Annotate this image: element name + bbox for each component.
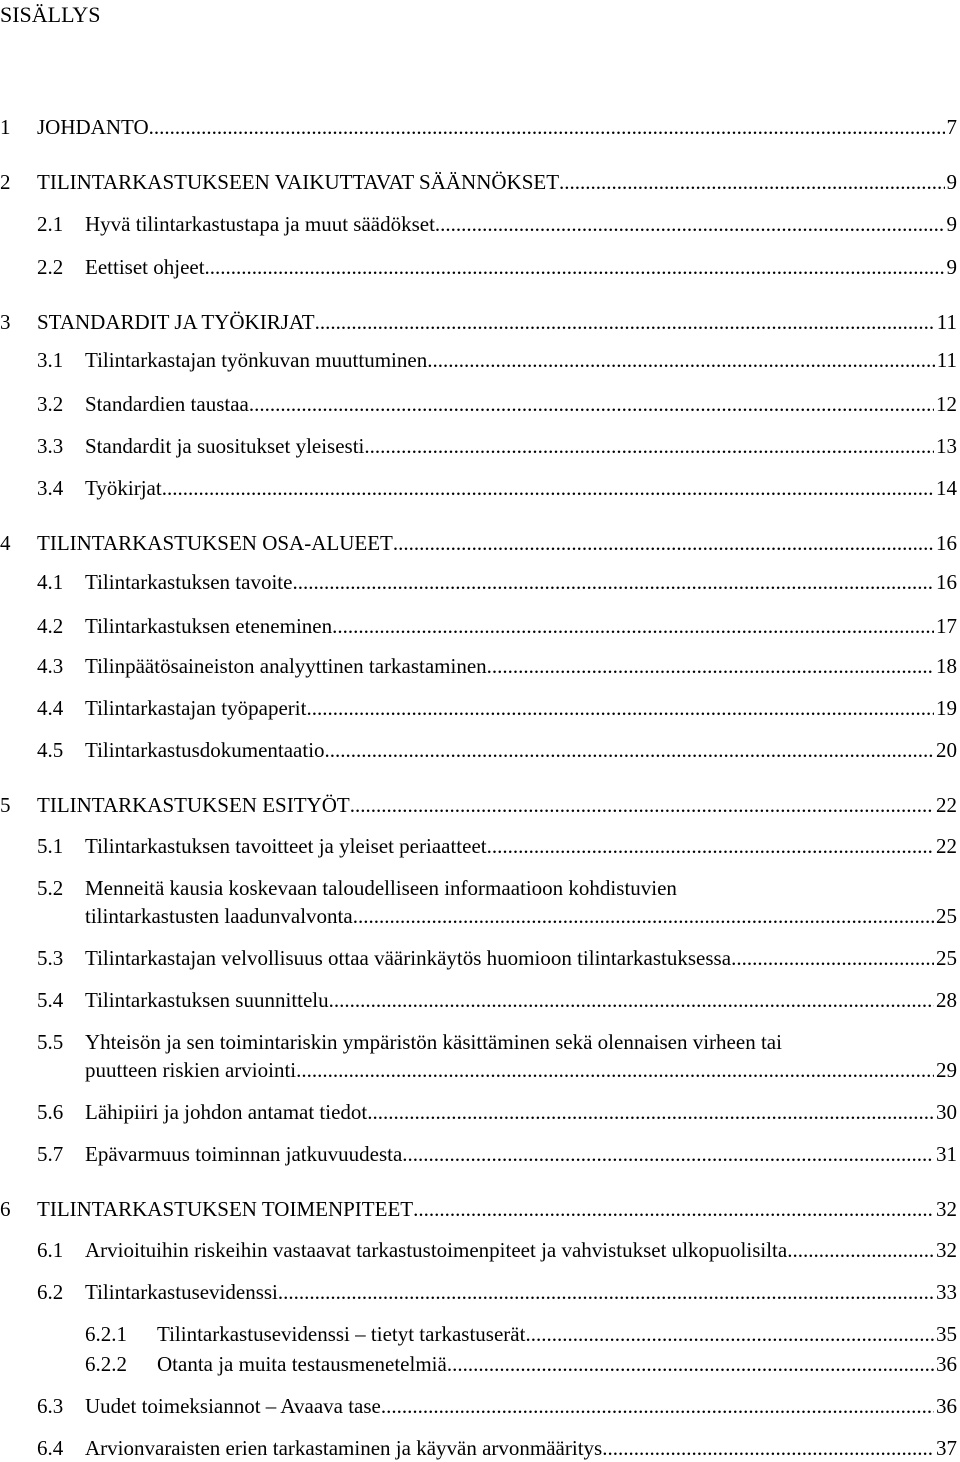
page-title: SISÄLLYS <box>0 2 101 27</box>
toc-entry-number: 3.2 <box>37 392 64 416</box>
dot-leader <box>381 1392 934 1420</box>
toc-entry-page: 11 <box>936 310 957 334</box>
toc-entry-page: 25 <box>936 946 957 970</box>
dot-leader <box>325 736 934 764</box>
toc-entry-number: 3.4 <box>37 476 64 500</box>
toc-entry-number: 6.2 <box>37 1280 64 1304</box>
dot-leader <box>487 832 934 860</box>
dot-leader <box>332 612 934 640</box>
toc-entry-page: 9 <box>946 170 957 194</box>
toc-entry-number: 2.1 <box>37 212 64 236</box>
toc-entry-page: 36 <box>936 1352 957 1376</box>
dot-leader <box>525 1320 934 1348</box>
toc-entry-title: Hyvä tilintarkastustapa ja muut säädökset <box>85 212 435 236</box>
toc-entry-title: TILINTARKASTUKSEEN VAIKUTTAVAT SÄÄNNÖKSET <box>37 170 560 194</box>
toc-entry-number: 5.1 <box>37 834 64 858</box>
toc-entry-number: 6.2.1 <box>85 1322 127 1346</box>
toc-entry-page: 22 <box>936 793 957 817</box>
toc-entry-title: TILINTARKASTUKSEN ESITYÖT <box>37 793 350 817</box>
toc-entry-title: Standardien taustaa <box>85 392 249 416</box>
dot-leader <box>487 652 934 680</box>
toc-entry-number: 4 <box>0 531 11 555</box>
toc-entry-number: 4.5 <box>37 738 64 762</box>
toc-entry-title: Epävarmuus toiminnan jatkuvuudesta <box>85 1142 403 1166</box>
toc-entry-number: 6.1 <box>37 1238 64 1262</box>
toc-entry-page: 16 <box>936 531 957 555</box>
dot-leader <box>364 432 934 460</box>
toc-entry-page: 9 <box>946 255 957 279</box>
toc-entry-page: 25 <box>936 904 957 928</box>
toc-entry-number: 5.6 <box>37 1100 64 1124</box>
dot-leader <box>731 944 934 972</box>
toc-entry-title: Arvionvaraisten erien tarkastaminen ja käyvän arvonmääritys <box>85 1436 603 1460</box>
toc-entry-title: tilintarkastusten laadunvalvonta <box>85 904 353 928</box>
toc-entry-page: 30 <box>936 1100 957 1124</box>
toc-entry-page: 29 <box>936 1058 957 1082</box>
toc-entry-number: 1 <box>0 115 11 139</box>
toc-entry-title: Arvioituihin riskeihin vastaavat tarkastustoimenpiteet ja vahvistukset ulkopuolisilta <box>85 1238 788 1262</box>
dot-leader <box>306 694 934 722</box>
toc-entry-number: 6.2.2 <box>85 1352 127 1376</box>
dot-leader <box>602 1434 934 1462</box>
dot-leader <box>292 568 934 596</box>
toc-entry-page: 36 <box>936 1394 957 1418</box>
dot-leader <box>367 1098 934 1126</box>
toc-entry-number: 6.4 <box>37 1436 64 1460</box>
toc-entry-title: Tilintarkastusdokumentaatio <box>85 738 325 762</box>
toc-entry-title: Tilintarkastajan työnkuvan muuttuminen <box>85 348 428 372</box>
toc-entry-number: 5.7 <box>37 1142 64 1166</box>
dot-leader <box>402 1140 934 1168</box>
dot-leader <box>149 113 945 141</box>
dot-leader <box>205 253 945 281</box>
toc-entry-title: Tilintarkastusevidenssi – tietyt tarkastuserät <box>157 1322 526 1346</box>
toc-entry-page: 28 <box>936 988 957 1012</box>
toc-entry-number: 3.3 <box>37 434 64 458</box>
dot-leader <box>435 210 945 238</box>
toc-entry-title: Työkirjat <box>85 476 162 500</box>
toc-entry-title: JOHDANTO <box>37 115 149 139</box>
toc-entry-page: 19 <box>936 696 957 720</box>
toc-entry-number: 2.2 <box>37 255 64 279</box>
dot-leader <box>329 986 934 1014</box>
dot-leader <box>162 474 934 502</box>
toc-entry-number: 4.1 <box>37 570 64 594</box>
toc-entry-title: Tilintarkastuksen suunnittelu <box>85 988 329 1012</box>
toc-entry-title: Tilintarkastuksen tavoitteet ja yleiset periaatteet <box>85 834 487 858</box>
toc-entry-page: 18 <box>936 654 957 678</box>
toc-entry-title: Tilintarkastajan velvollisuus ottaa väärinkäytös huomioon tilintarkastuksessa <box>85 946 732 970</box>
toc-entry-page: 7 <box>946 115 957 139</box>
toc-entry-title: Tilintarkastusevidenssi <box>85 1280 278 1304</box>
toc-entry-number: 5.2 <box>37 876 64 900</box>
toc-entry-title: Tilintarkastuksen tavoite <box>85 570 293 594</box>
toc-entry-page: 37 <box>936 1436 957 1460</box>
toc-entry-page: 35 <box>936 1322 957 1346</box>
dot-leader <box>249 390 934 418</box>
toc-entry-title: Tilinpäätösaineiston analyyttinen tarkastaminen <box>85 654 487 678</box>
toc-entry-page: 17 <box>936 614 957 638</box>
toc-entry-page: 11 <box>936 348 957 372</box>
toc-entry-page: 12 <box>936 392 957 416</box>
dot-leader <box>559 168 944 196</box>
toc-entry-page: 13 <box>936 434 957 458</box>
toc-entry-number: 5.5 <box>37 1030 64 1054</box>
dot-leader <box>413 1195 934 1223</box>
toc-entry-number: 6.3 <box>37 1394 64 1418</box>
toc-entry-title: Otanta ja muita testausmenetelmiä <box>157 1352 447 1376</box>
toc-entry-title: TILINTARKASTUKSEN TOIMENPITEET <box>37 1197 414 1221</box>
toc-entry-number: 3.1 <box>37 348 64 372</box>
toc-entry-title: Eettiset ohjeet <box>85 255 205 279</box>
dot-leader <box>278 1278 934 1306</box>
toc-entry-number: 4.4 <box>37 696 64 720</box>
dot-leader <box>393 529 934 557</box>
toc-entry-number: 3 <box>0 310 11 334</box>
toc-entry-number: 4.3 <box>37 654 64 678</box>
toc-entry-page: 31 <box>936 1142 957 1166</box>
toc-entry-title: Standardit ja suositukset yleisesti <box>85 434 365 458</box>
toc-entry-number: 5 <box>0 793 11 817</box>
dot-leader <box>787 1236 934 1264</box>
dot-leader <box>350 791 934 819</box>
toc-entry-number: 5.4 <box>37 988 64 1012</box>
toc-entry-page: 9 <box>946 212 957 236</box>
toc-entry-title: STANDARDIT JA TYÖKIRJAT <box>37 310 315 334</box>
toc-entry-title: TILINTARKASTUKSEN OSA-ALUEET <box>37 531 393 555</box>
toc-entry-title: Lähipiiri ja johdon antamat tiedot <box>85 1100 368 1124</box>
dot-leader <box>315 308 935 336</box>
toc-entry-title-first-line: Yhteisön ja sen toimintariskin ympäristön käsittäminen sekä olennaisen virheen tai <box>85 1030 782 1054</box>
toc-entry-title-first-line: Menneitä kausia koskevaan taloudelliseen informaatioon kohdistuvien <box>85 876 677 900</box>
toc-entry-page: 32 <box>936 1197 957 1221</box>
toc-entry-page: 14 <box>936 476 957 500</box>
dot-leader <box>353 902 934 930</box>
dot-leader <box>427 346 935 374</box>
toc-entry-title: puutteen riskien arviointi <box>85 1058 297 1082</box>
toc-entry-page: 33 <box>936 1280 957 1304</box>
toc-entry-page: 32 <box>936 1238 957 1262</box>
toc-entry-number: 4.2 <box>37 614 64 638</box>
toc-entry-page: 22 <box>936 834 957 858</box>
dot-leader <box>296 1056 934 1084</box>
toc-entry-number: 5.3 <box>37 946 64 970</box>
toc-entry-page: 20 <box>936 738 957 762</box>
toc-entry-number: 6 <box>0 1197 11 1221</box>
toc-entry-page: 16 <box>936 570 957 594</box>
toc-entry-title: Uudet toimeksiannot – Avaava tase <box>85 1394 381 1418</box>
dot-leader <box>447 1350 934 1378</box>
toc-entry-title: Tilintarkastajan työpaperit <box>85 696 307 720</box>
toc-entry-title: Tilintarkastuksen eteneminen <box>85 614 333 638</box>
toc-entry-number: 2 <box>0 170 11 194</box>
